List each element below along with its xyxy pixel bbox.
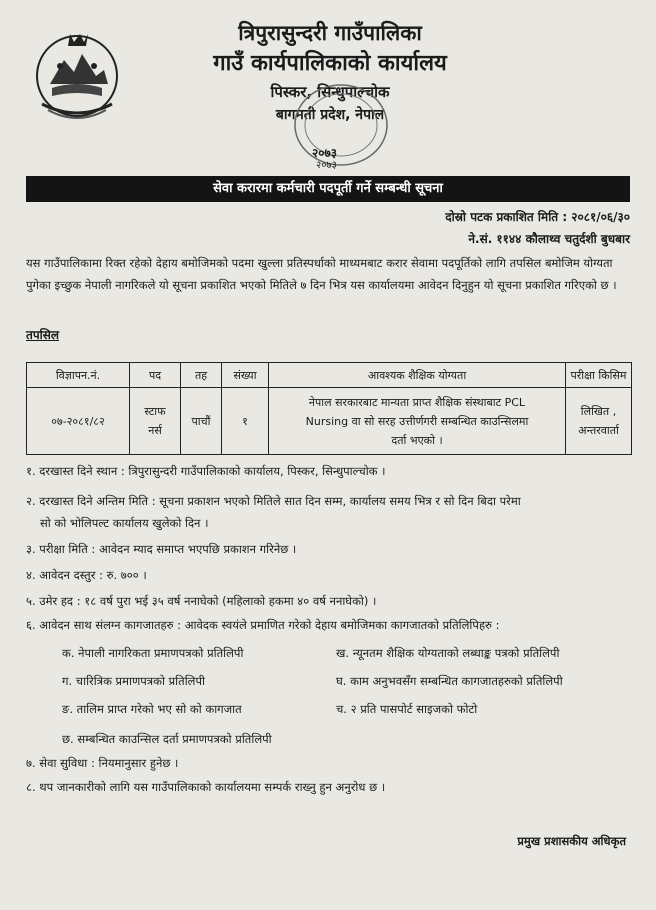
- item-fee: ४. आवेदन दस्तुर : रु. ७०० ।: [26, 568, 147, 582]
- stamp-year-small: २०७३: [316, 160, 337, 171]
- office-address: पिस्कर, सिन्धुपाल्चोक: [270, 83, 390, 101]
- qual-line-2: Nursing वा सो सरह उत्तीर्णगरी सम्बन्धित काउन्सिलमा: [305, 414, 529, 428]
- office-name: गाउँ कार्यपालिकाको कार्यालय: [213, 51, 447, 76]
- doc-training: ङ. तालिम प्राप्त गरेको भए सो को कागजात: [62, 702, 242, 716]
- item-deadline: २. दरखास्त दिने अन्तिम मिति : सूचना प्रकाशन भएको मितिले सात दिन सम्म, कार्यालय समय भित्र र सो दिन बिदा परेमा: [26, 494, 521, 508]
- cell-qualification: [269, 388, 566, 455]
- doc-citizenship: क. नेपाली नागरिकता प्रमाणपत्रको प्रतिलिपी: [62, 646, 244, 660]
- col-count: संख्या: [222, 363, 269, 388]
- schedule-heading: तपसिल: [26, 328, 60, 342]
- nepal-sambat-date: ने.सं. ११४४ कौलाथ्व चतुर्दशी बुधबार: [468, 232, 630, 246]
- stamp-year: २०७३: [312, 146, 337, 160]
- table-row: [27, 388, 632, 455]
- col-post: पद: [130, 363, 181, 388]
- col-qualification: आवश्यक शैक्षिक योग्यता: [269, 363, 566, 388]
- cell-count: १: [222, 388, 269, 455]
- exam-line-1: लिखित ,: [580, 405, 617, 418]
- vacancy-table: [26, 362, 632, 455]
- signatory-title: प्रमुख प्रशासकीय अधिकृत: [517, 834, 626, 848]
- nepal-emblem-icon: [30, 26, 124, 130]
- item-application-place: १. दरखास्त दिने स्थान : त्रिपुरासुन्दरी गाउँपालिकाको कार्यालय, पिस्कर, सिन्धुपाल्चोक ।: [26, 464, 386, 478]
- doc-experience: घ. काम अनुभवसँग सम्बन्धित कागजातहरुको प्रतिलिपी: [336, 674, 563, 688]
- cell-post: [130, 388, 181, 455]
- item-exam-date: ३. परीक्षा मिति : आवेदन म्याद समाप्त भएपछि प्रकाशन गरिनेछ ।: [26, 542, 297, 556]
- item-age-limit: ५. उमेर हद : १८ वर्ष पुरा भई ३५ वर्ष ननाघेको (महिलाको हकमा ४० वर्ष ननाघेको) ।: [26, 594, 377, 608]
- doc-photo: च. २ प्रति पासपोर्ट साइजको फोटो: [336, 702, 478, 716]
- cell-level: पाचौं: [181, 388, 222, 455]
- cell-exam-type: [566, 388, 632, 455]
- col-adv-no: विज्ञापन.नं.: [27, 363, 130, 388]
- item-facilities: ७. सेवा सुविधा : नियमानुसार हुनेछ ।: [26, 756, 179, 770]
- table-header-row: [27, 363, 632, 388]
- municipality-name: त्रिपुरासुन्दरी गाउँपालिका: [238, 21, 422, 45]
- item-deadline-cont: सो को भोलिपल्ट कार्यालय खुलेको दिन ।: [40, 516, 209, 530]
- intro-paragraph: यस गाउँपालिकामा रिक्त रहेको देहाय बमोजिमको पदमा खुल्ला प्रतिस्पर्धाको माध्यमबाट करार सेवामा पदपूर्तिको लागि तपसिल बमोजिम योग्यता पुगेका इच्छुक नेपाली नागरिकले यो सूचना प्रकाशित भएको मितिले ७ दिन भित्र यस कार्यालयमा आवेदन दिनुहुन यो सूचना प्रकाशित गरिएको छ ।: [26, 256, 617, 292]
- doc-council: छ. सम्बन्धित काउन्सिल दर्ता प्रमाणपत्रको प्रतिलिपी: [62, 732, 272, 746]
- qual-line-1: नेपाल सरकारबाट मान्यता प्राप्त शैक्षिक संस्थाबाट PCL: [308, 395, 526, 409]
- exam-line-2: अन्तरवार्ता: [578, 424, 619, 437]
- qual-line-3: दर्ता भएको ।: [391, 433, 443, 447]
- cell-adv-no: ०७-२०८१/८२: [27, 388, 130, 455]
- post-line-1: स्टाफ: [144, 405, 166, 418]
- col-level: तह: [181, 363, 222, 388]
- province-name: बागमती प्रदेश, नेपाल: [275, 107, 385, 123]
- doc-marksheet: ख. न्यूनतम शैक्षिक योग्यताको लब्धाङ्क पत्रको प्रतिलिपी: [336, 646, 560, 660]
- item-documents: ६. आवेदन साथ संलग्न कागजातहरु : आवेदक स्वयंले प्रमाणित गरेको देहाय बमोजिमका कागजातको प्रतिलिपिहरु :: [26, 618, 500, 632]
- col-exam-type: परीक्षा किसिम: [566, 363, 632, 388]
- doc-character: ग. चारित्रिक प्रमाणपत्रको प्रतिलिपी: [62, 674, 205, 688]
- post-line-2: नर्स: [148, 424, 162, 437]
- item-contact: ८. थप जानकारीको लागि यस गाउँपालिकाको कार्यालयमा सम्पर्क राख्नु हुन अनुरोध छ ।: [26, 780, 386, 794]
- published-date: दोस्रो पटक प्रकाशित मिति : २०८१/०६/३०: [445, 210, 630, 224]
- office-stamp-icon: [292, 82, 390, 168]
- notice-title-banner: सेवा करारमा कर्मचारी पदपूर्ती गर्ने सम्बन्धी सूचना: [26, 176, 630, 202]
